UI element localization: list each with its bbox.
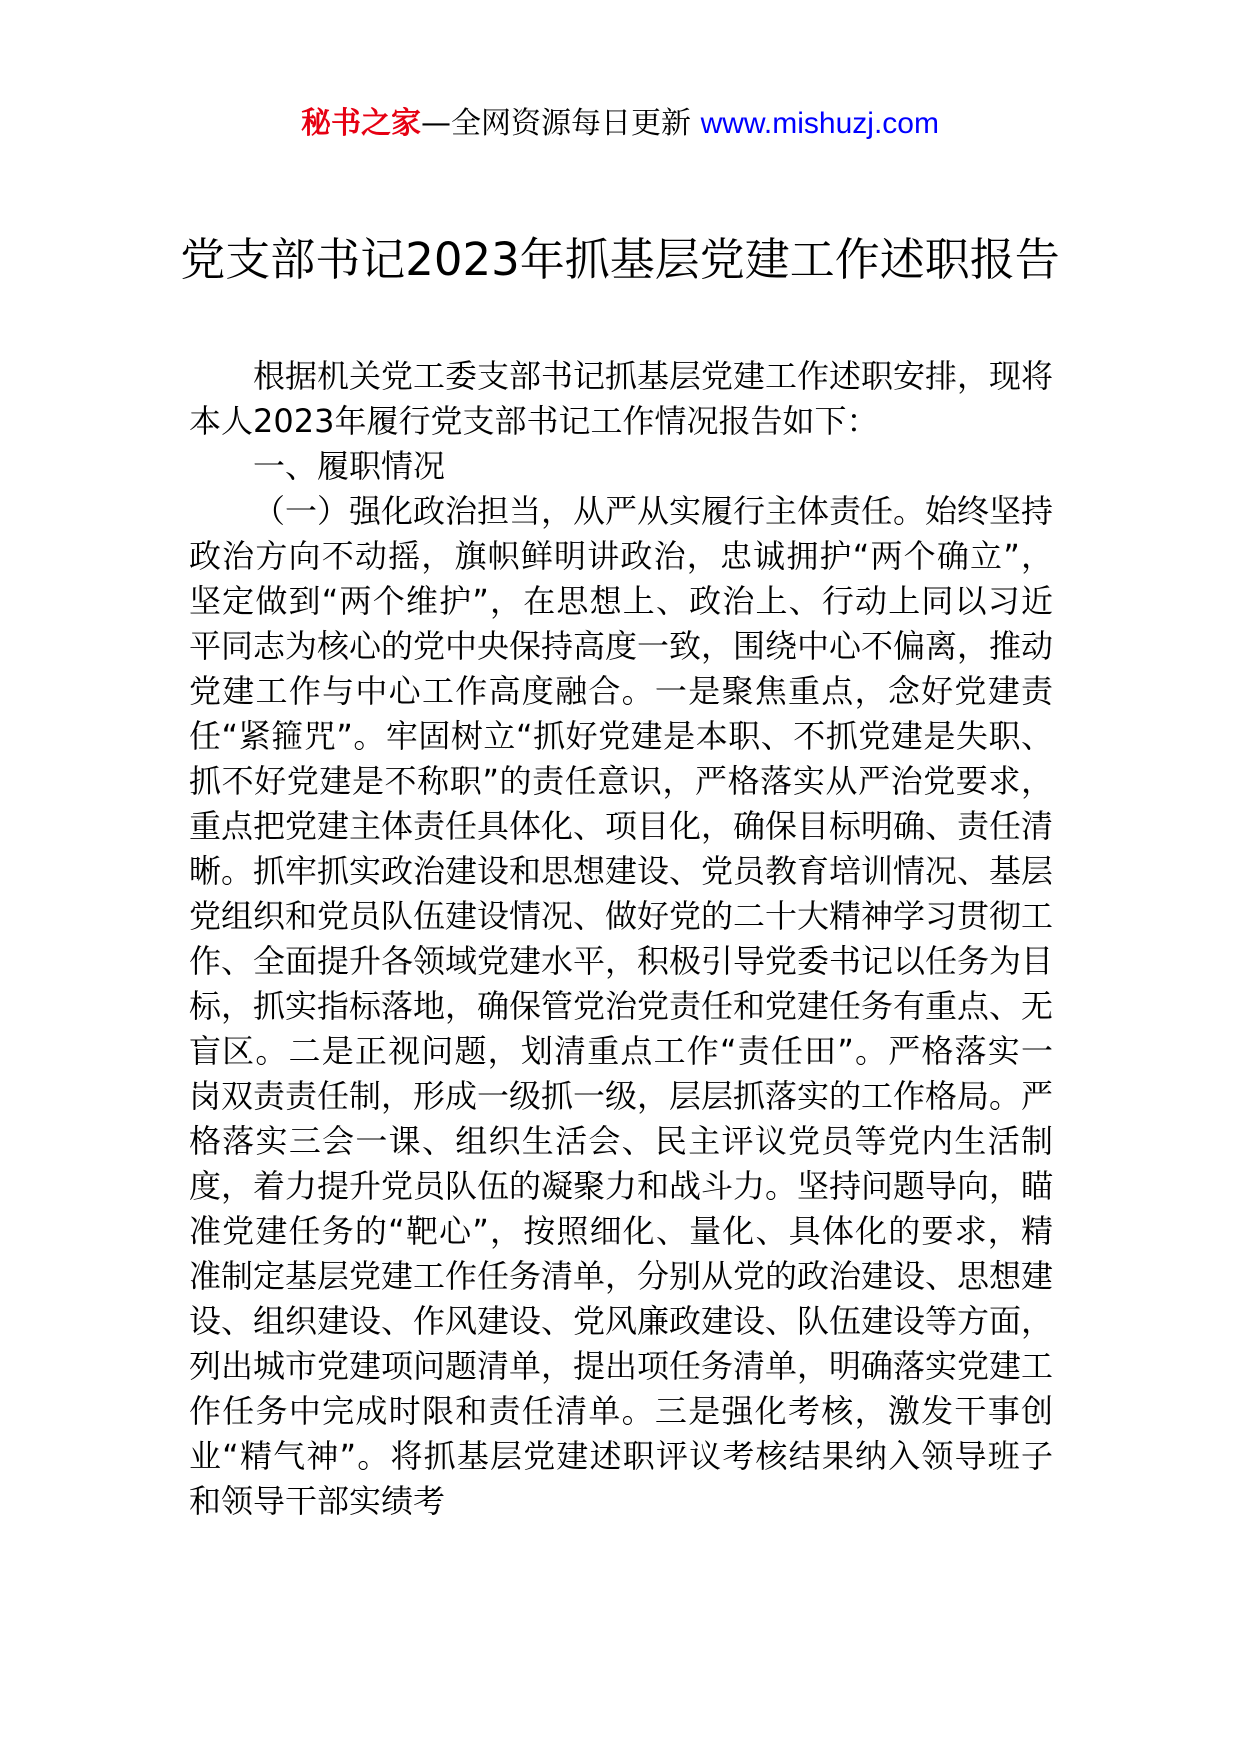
document-title: 党支部书记2023年抓基层党建工作述职报告 — [180, 233, 1060, 286]
site-brand: 秘书之家 — [301, 106, 422, 141]
section-heading: 一、履职情况 — [253, 447, 446, 485]
site-header — [0, 104, 1240, 144]
site-url-link[interactable]: www.mishuzj.com — [700, 107, 939, 140]
body-paragraph: （一）强化政治担当，从严从实履行主体责任。始终坚持政治方向不动摇，旗帜鲜明讲政治，忠诚拥护“两个确立”，坚定做到“两个维护”，在思想上、政治上、行动上同以习近平同志为核心的党中央保持高度一致，围绕中心不偏离，推动党建工作与中心工作高度融合。一是聚焦重点，念好党建责任“紧箍咒”。牢固树立“抓好党建是本职、不抓党建是失职、抓不好党建是不称职”的责任意识，严格落实从严治党要求，重点把党建主体责任具体化、项目化，确保目标明确、责任清晰。抓牢抓实政治建设和思想建设、党员教育培训情况、基层党组织和党员队伍建设情况、做好党的二十大精神学习贯彻工作、全面提升各领域党建水平，积极引导党委书记以任务为目标，抓实指标落地，确保管党治党责任和党建任务有重点、无盲区。二是正视问题，划清重点工作“责任田”。严格落实一岗双责责任制，形成一级抓一级，层层抓落实的工作格局。严格落实三会一课、组织生活会、民主评议党员等党内生活制度，着力提升党员队伍的凝聚力和战斗力。坚持问题导向，瞄准党建任务的“靶心”，按照细化、量化、具体化的要求，精准制定基层党建工作任务清单，分别从党的政治建设、思想建设、组织建设、作风建设、党风廉政建设、队伍建设等方面，列出城市党建项问题清单，提出项任务清单，明确落实党建工作任务中完成时限和责任清单。三是强化考核，激发干事创业“精气神”。将抓基层党建述职评议考核结果纳入领导班子和领导干部实绩考 — [189, 492, 1054, 1520]
document-body — [189, 354, 1053, 1524]
intro-paragraph: 根据机关党工委支部书记抓基层党建工作述职安排，现将本人2023年履行党支部书记工作情况报告如下： — [189, 357, 1054, 440]
site-tagline: —全网资源每日更新 — [421, 106, 701, 141]
